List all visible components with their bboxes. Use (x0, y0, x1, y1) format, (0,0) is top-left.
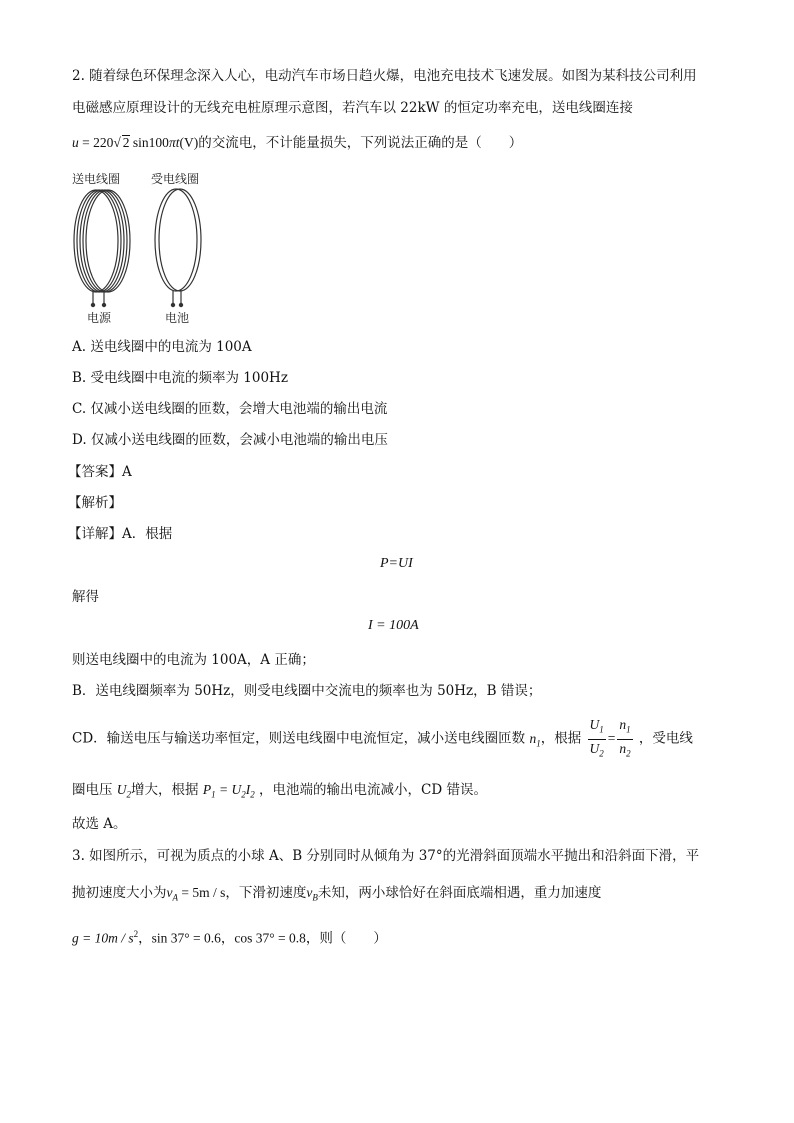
receive-coil-label: 受电线圈 (151, 172, 200, 186)
option-d: D. 仅减小送电线圈的匝数，会减小电池端的输出电压 (72, 432, 388, 448)
answer-line (68, 462, 132, 482)
q3-stem-line3: $g = 10m / s^2$，sin 37° = 0.6，cos 37° = 0.8，则（ ） (72, 929, 387, 947)
conclusion-b: B．送电线圈频率为 50Hz，则受电线圈中交流电的频率也为 50Hz，B 错误； (72, 683, 542, 699)
conclusion-cd-line1: CD．输送电压与输送功率恒定，则送电线圈中电流恒定，减小送电线圈匝数 $n_1$，根据 $\frac{U_1}{U_2}$ = $\frac{n_1}{n_2}$ ，受电线 (72, 716, 693, 765)
q3-stem-line1: 3. 如图所示，可视为质点的小球 A、B 分别同时从倾角为 37°的光滑斜面顶端水平抛出和沿斜面下滑，平 (72, 848, 700, 864)
q2-stem-line1: 2. 随着绿色环保理念深入人心，电动汽车市场日趋火爆，电池充电技术飞速发展。如图为某科技公司利用 (72, 68, 697, 84)
analysis-tag: 【解析】 (68, 495, 122, 511)
formula-p-ui: P=UI (380, 556, 413, 571)
turns-ratio: $\frac{n_1}{n_2}$ (619, 717, 631, 759)
q2-stem-line3: u = 220√ 2 sin100πt(V)的交流电，不计能量损失，下列说法正确的是（ ） (72, 135, 523, 151)
conclusion-a: 则送电线圈中的电流为 100A，A 正确； (72, 652, 315, 668)
solve-label: 解得 (72, 589, 99, 605)
voltage-ratio: $\frac{U_1}{U_2}$ (589, 717, 604, 759)
coil-diagram-svg (60, 166, 230, 328)
send-coil (74, 190, 130, 292)
formula-i: I = 100A (368, 618, 419, 633)
option-b: B. 受电线圈中电流的频率为 100Hz (72, 370, 288, 386)
receive-coil (155, 189, 201, 291)
conclusion-cd-line2: 圈电压 $U_2$增大，根据 $P_1 = U_2I_2$ ，电池端的输出电流减小，CD 错误。 (72, 782, 487, 800)
q3-stem-line2: 抛初速度大小为$v_A = 5m / s$，下滑初速度$v_B$未知，两小球恰好在斜面底端相遇，重力加速度 (72, 885, 602, 903)
option-a: A. 送电线圈中的电流为 100A (72, 339, 252, 355)
option-c: C. 仅减小送电线圈的匝数，会增大电池端的输出电流 (72, 401, 388, 417)
coil-diagram (60, 166, 230, 332)
answer-tag: 【答案】 (68, 464, 122, 480)
send-coil-label: 送电线圈 (72, 172, 121, 186)
q2-stem-line2: 电磁感应原理设计的无线充电桩原理示意图，若汽车以 22kW 的恒定功率充电，送电线圈连接 (72, 100, 633, 116)
detail-line: 【详解】A．根据 (68, 526, 173, 542)
final-answer: 故选 A。 (72, 816, 127, 832)
battery-label: 电池 (165, 311, 190, 325)
source-label: 电源 (87, 311, 112, 325)
receive-coil-leads (171, 290, 182, 307)
answer-value: A (122, 464, 132, 480)
